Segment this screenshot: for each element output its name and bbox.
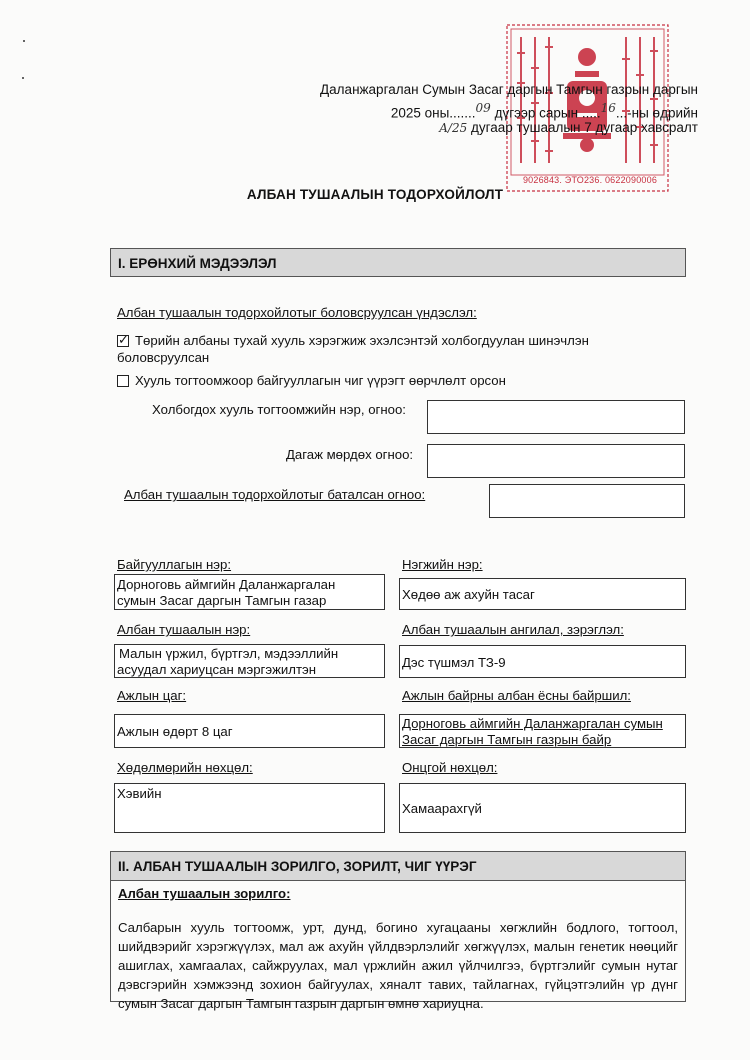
approval-order-text: дугаар тушаалын 7 дугаар хавсралт <box>467 120 698 135</box>
position-label: Албан тушаалын нэр: <box>117 622 251 637</box>
unit-label: Нэгжийн нэр: <box>402 557 483 572</box>
org-label: Байгууллагын нэр: <box>117 557 232 572</box>
approval-year: 2025 оны <box>390 105 450 121</box>
special-field[interactable] <box>399 783 686 833</box>
location-field[interactable] <box>399 714 686 748</box>
unit-value: Хөдөө аж ахуйн тасаг <box>402 587 535 602</box>
basis-label: Албан тушаалын тодорхойлотыг боловсруулсан үндэслэл: <box>117 305 477 320</box>
section-2-heading: II. АЛБАН ТУШААЛЫН ЗОРИЛГО, ЗОРИЛТ, ЧИГ ҮҮРЭГ <box>111 852 685 881</box>
position-value-line-2: асуудал хариуцсан мэргэжилтэн <box>117 662 317 677</box>
special-value: Хамаарахгүй <box>402 801 482 816</box>
section-1-heading: I. ЕРӨНХИЙ МЭДЭЭЛЭЛ <box>110 248 686 277</box>
section-2-box <box>110 851 686 1011</box>
document-title: АЛБАН ТУШААЛЫН ТОДОРХОЙЛОЛТ <box>246 187 504 202</box>
hours-value: Ажлын өдөрт 8 цаг <box>117 724 233 739</box>
conditions-label: Хөдөлмөрийн нөхцөл: <box>117 760 253 775</box>
scan-speck <box>23 40 25 42</box>
approval-day-text: -ны өдрийн <box>627 105 698 121</box>
hours-label: Ажлын цаг: <box>117 688 187 703</box>
unit-field[interactable] <box>399 578 686 610</box>
option-1-text-line-2: боловсруулсан <box>117 350 210 365</box>
hours-field[interactable] <box>114 714 385 748</box>
classification-field[interactable] <box>399 645 686 678</box>
effective-date-field[interactable] <box>427 444 685 478</box>
option-2-checkbox[interactable] <box>117 375 129 387</box>
org-value-line-2: сумын Засаг даргын Тамгын газар <box>117 593 327 608</box>
location-value-line-2: Засаг даргын Тамгын газрын байр <box>402 732 612 747</box>
law-label: Холбогдох хууль тогтоомжийн нэр, огноо: <box>152 402 406 417</box>
conditions-field[interactable] <box>114 783 385 833</box>
location-label: Ажлын байрны албан ёсны байршил: <box>402 688 631 703</box>
classification-value: Дэс түшмэл ТЗ-9 <box>402 655 506 670</box>
option-1-checkbox[interactable] <box>117 335 129 347</box>
effective-date-label-text: Дагаж мөрдөх огноо: <box>286 447 414 462</box>
handwritten-month: 09 <box>475 101 491 115</box>
approval-line-3 <box>439 118 698 138</box>
law-field[interactable] <box>427 400 685 434</box>
handwritten-day: 16 <box>600 101 616 115</box>
location-value-line-1: Дорноговь аймгийн Даланжаргалан сумын <box>402 716 663 731</box>
position-field[interactable] <box>114 644 385 678</box>
org-field[interactable] <box>114 574 385 610</box>
special-label: Онцгой нөхцөл: <box>402 760 498 775</box>
option-2-text: Хууль тогтоомжоор байгууллагын чиг үүрэгт өөрчлөлт орсон <box>135 373 506 388</box>
position-value-line-1: Малын үржил, бүртгэл, мэдээллийн <box>119 646 339 661</box>
approval-line-2: 2025 оны.......$^{09}$ дүгээр сарын .....$^{16}$...-ны өдрийн <box>390 101 698 121</box>
seal-code: 9026843. ЭТО236. 0622090006 <box>522 175 658 185</box>
approved-date-field[interactable] <box>489 484 685 518</box>
option-1-text-line-1: Төрийн албаны тухай хууль хэрэгжиж эхэлсэнтэй холбогдуулан шинэчлэн <box>135 333 589 348</box>
scan-speck <box>22 77 24 79</box>
purpose-text: Салбарын хууль тогтоомж, урт, дунд, богино хугацааны хөгжлийн бодлого, тогтоол, шийдвэрийг хэрэгжүүлэх, мал аж ахуйн үйлдвэрлэлийг хөгжүүлэх, малын генетик нөөцийг ашиглах, хамгаалах, сайжруулах, мал үржлийн ажил үйлчилгээ, бүртгэлийг сумын нутаг дэвсгэрийн хэмжээнд зохион байгуулах, хяналт тавих, тайлагнах, гүйцэтгэлийн үр дүнг сумын Засаг даргын Тамгын газрын даргын өмнө хариуцна. <box>118 920 678 1011</box>
approval-month-text: дүгээр сарын <box>490 105 582 121</box>
handwritten-order-number: A/25 <box>439 121 468 135</box>
purpose-label: Албан тушаалын зорилго: <box>118 886 291 901</box>
approved-date-label: Албан тушаалын тодорхойлотыг баталсан огноо: <box>124 487 426 502</box>
classification-label: Албан тушаалын ангилал, зэрэглэл: <box>402 622 624 637</box>
approval-line-1: Даланжаргалан Сумын Засаг даргын Тамгын газрын даргын <box>320 82 698 97</box>
org-value-line-1: Дорноговь аймгийн Даланжаргалан <box>117 577 336 592</box>
conditions-value: Хэвийн <box>117 786 162 801</box>
